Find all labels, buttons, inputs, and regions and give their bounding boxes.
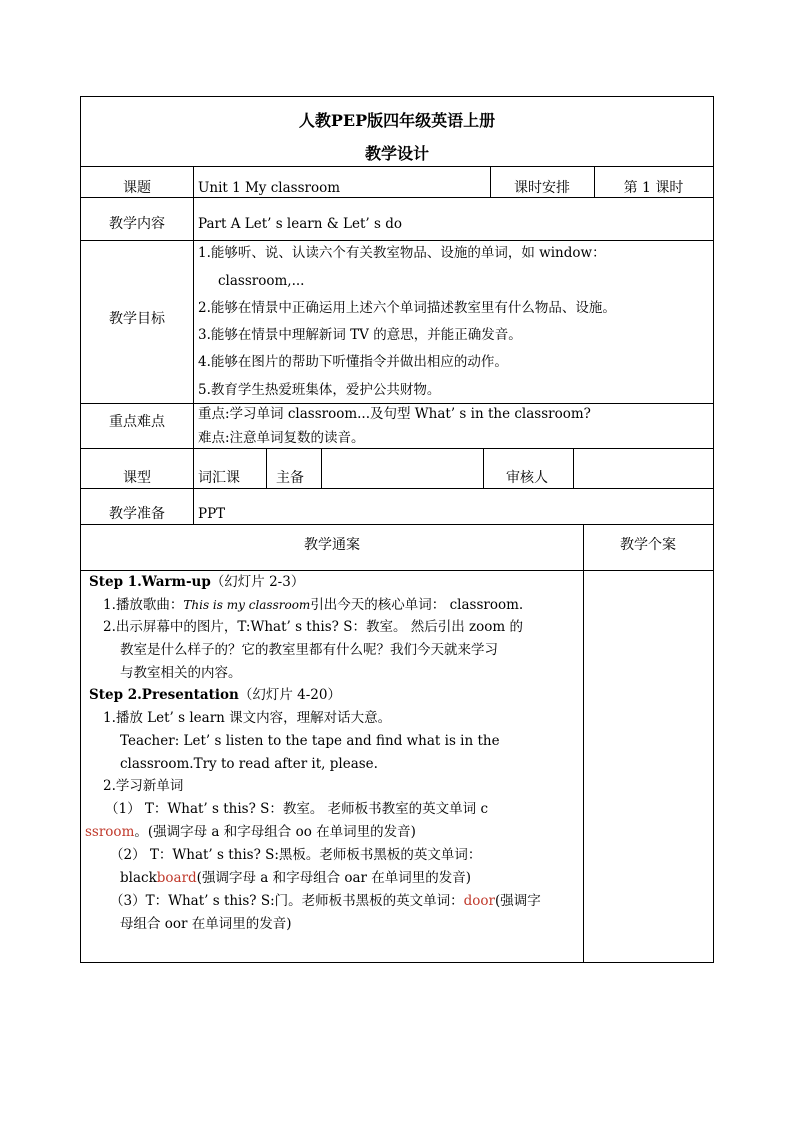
step1-heading bbox=[89, 573, 304, 591]
difficulty-point: 难点:注意单词复数的读音。 bbox=[198, 430, 365, 446]
type-label: 课型 bbox=[123, 470, 151, 486]
type-value: 词汇课 bbox=[198, 470, 240, 486]
word-classroom: ssroom bbox=[85, 824, 135, 840]
step1-item2-line1: 2.出示屏幕中的图片，T:What’ s this? S：教室。 然后引出 zoom 的 bbox=[103, 619, 523, 635]
word3-line1 bbox=[110, 892, 541, 910]
schedule-value: 第 1 课时 bbox=[623, 180, 684, 196]
step1-item2-line3: 与教室相关的内容。 bbox=[120, 665, 242, 681]
song-title: This is my classroom bbox=[183, 598, 311, 612]
goal-item: 3.能够在情景中理解新词 TV 的意思，并能正确发音。 bbox=[198, 327, 522, 343]
content-label: 教学内容 bbox=[109, 216, 165, 232]
step1-title: Step 1.Warm-up bbox=[89, 574, 211, 590]
topic-value: Unit 1 My classroom bbox=[198, 180, 341, 196]
prep-label: 教学准备 bbox=[109, 506, 165, 522]
content-value: Part A Let’ s learn & Let’ s do bbox=[198, 216, 402, 232]
step2-title: Step 2.Presentation bbox=[89, 687, 239, 703]
word1-line1: （1） T：What’ s this? S：教室。 老师板书教室的英文单词 c bbox=[105, 801, 489, 817]
main-preparer-label: 主备 bbox=[276, 470, 304, 486]
goal-item: 4.能够在图片的帮助下听懂指令并做出相应的动作。 bbox=[198, 354, 508, 370]
s1-1-pre: 1.播放歌曲： bbox=[103, 597, 184, 613]
common-plan-header: 教学通案 bbox=[304, 537, 360, 553]
prep-value: PPT bbox=[198, 506, 226, 522]
key-label: 重点难点 bbox=[109, 414, 165, 430]
key-point: 重点:学习单词 classroom...及句型 What’ s in the classroom? bbox=[198, 406, 591, 422]
goal-item: 1.能够听、说、认读六个有关教室物品、设施的单词，如 window： bbox=[198, 245, 606, 261]
reviewer-label: 审核人 bbox=[506, 470, 548, 486]
word3-line2: 母组合 oor 在单词里的发音) bbox=[120, 916, 292, 932]
word3-post: (强调字 bbox=[495, 893, 541, 909]
goals-label: 教学目标 bbox=[109, 311, 165, 327]
word2-line2 bbox=[120, 869, 471, 887]
schedule-label: 课时安排 bbox=[514, 180, 570, 196]
word1-line2 bbox=[85, 823, 416, 841]
goal-item: 2.能够在情景中正确运用上述六个单词描述教室里有什么物品、设施。 bbox=[198, 300, 616, 316]
step2-teacher-line2: classroom.Try to read after it, please. bbox=[120, 756, 378, 772]
word-board: board bbox=[156, 870, 197, 886]
goal-item: 5.教育学生热爱班集体，爱护公共财物。 bbox=[198, 382, 441, 398]
step1-slides: （幻灯片 2-3） bbox=[210, 574, 305, 590]
lesson-plan-table bbox=[80, 96, 714, 963]
individual-plan-header: 教学个案 bbox=[620, 537, 676, 553]
topic-label: 课题 bbox=[123, 180, 151, 196]
step2-heading bbox=[89, 686, 341, 704]
step2-item2: 2.学习新单词 bbox=[103, 778, 184, 794]
step2-item1: 1.播放 Let’ s learn 课文内容，理解对话大意。 bbox=[103, 710, 392, 726]
step2-slides: （幻灯片 4-20） bbox=[238, 687, 341, 703]
step1-item2-line2: 教室是什么样子的？它的教室里都有什么呢？我们今天就来学习 bbox=[120, 642, 498, 658]
word2-note: (强调字母 a 和字母组合 oar 在单词里的发音) bbox=[196, 870, 472, 886]
word1-note: 。(强调字母 a 和字母组合 oo 在单词里的发音) bbox=[134, 824, 416, 840]
step2-teacher-line1: Teacher: Let’ s listen to the tape and find what is in the bbox=[120, 733, 500, 749]
word3-pre: （3）T：What’ s this? S:门。老师板书黑板的英文单词： bbox=[110, 893, 464, 909]
word-door: door bbox=[463, 893, 495, 909]
document-title: 人教PEP版四年级英语上册 bbox=[298, 111, 496, 130]
s1-1-post: 引出今天的核心单词： classroom. bbox=[310, 597, 524, 613]
word-black: black bbox=[120, 870, 157, 886]
word2-line1: （2） T：What’ s this? S:黑板。老师板书黑板的英文单词： bbox=[110, 847, 482, 863]
goal-item: classroom,... bbox=[218, 273, 305, 289]
step1-item1 bbox=[103, 596, 523, 614]
document-subtitle: 教学设计 bbox=[364, 144, 429, 163]
